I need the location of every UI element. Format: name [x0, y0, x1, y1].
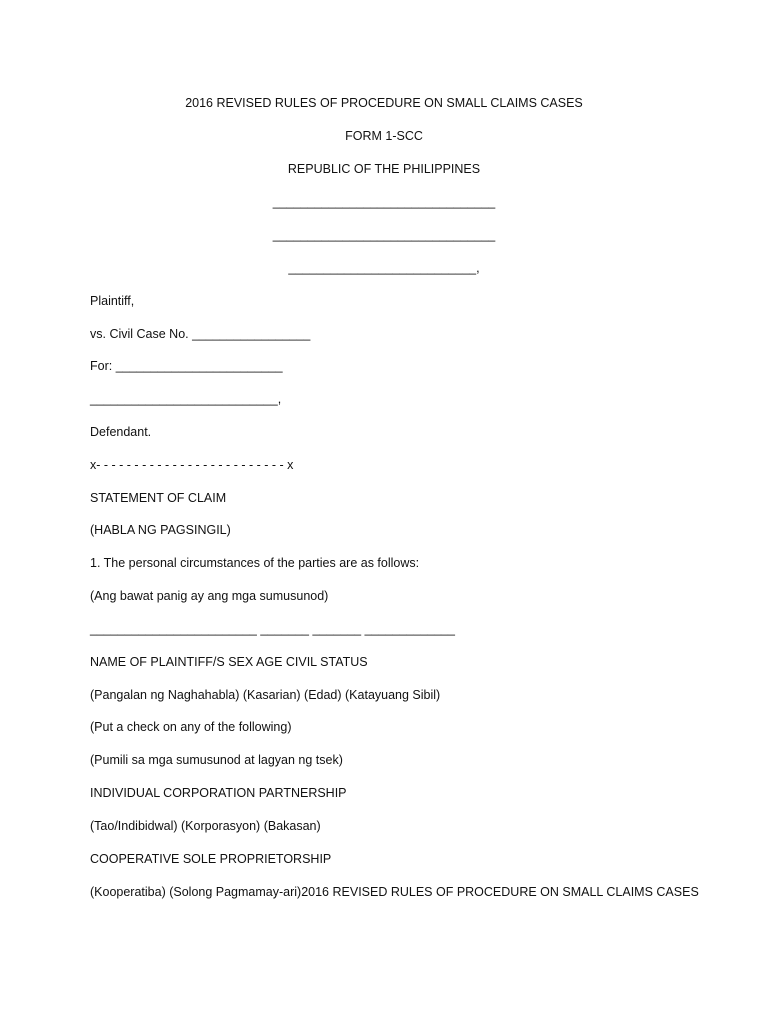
- civil-case-number-line: vs. Civil Case No. _________________: [90, 327, 311, 341]
- party-columns-heading: NAME OF PLAINTIFF/S SEX AGE CIVIL STATUS: [90, 655, 368, 669]
- court-blank-line-3: ___________________________,: [288, 261, 480, 275]
- item-1-tagalog: (Ang bawat panig ay ang mga sumusunod): [90, 589, 329, 603]
- for-line: For: ________________________: [90, 359, 283, 373]
- entity-options-2: COOPERATIVE SOLE PROPRIETORSHIP: [90, 852, 332, 866]
- caption-separator: x- - - - - - - - - - - - - - - - - - - - - - - - - x: [90, 458, 294, 472]
- entity-options-1: INDIVIDUAL CORPORATION PARTNERSHIP: [90, 786, 347, 800]
- entity-options-2-tagalog: (Kooperatiba) (Solong Pagmamay-ari)2016 REVISED RULES OF PROCEDURE ON SMALL CLAIMS CASES: [90, 885, 699, 899]
- check-instruction: (Put a check on any of the following): [90, 720, 292, 734]
- statement-heading: STATEMENT OF CLAIM: [90, 491, 227, 505]
- court-blank-line-1: ________________________________: [272, 195, 496, 209]
- form-number: FORM 1-SCC: [345, 129, 423, 143]
- party-columns-tagalog: (Pangalan ng Naghahabla) (Kasarian) (Edad) (Katayuang Sibil): [90, 688, 441, 702]
- statement-heading-tagalog: (HABLA NG PAGSINGIL): [90, 523, 231, 537]
- plaintiff-label: Plaintiff,: [90, 294, 135, 308]
- check-instruction-tagalog: (Pumili sa mga sumusunod at lagyan ng tsek): [90, 753, 343, 767]
- item-1-text: 1. The personal circumstances of the parties are as follows:: [90, 556, 420, 570]
- court-blank-line-2: ________________________________: [272, 228, 496, 242]
- defendant-blank-line: ___________________________,: [90, 392, 282, 406]
- defendant-label: Defendant.: [90, 425, 152, 439]
- republic-heading: REPUBLIC OF THE PHILIPPINES: [287, 162, 481, 176]
- entity-options-1-tagalog: (Tao/Indibidwal) (Korporasyon) (Bakasan): [90, 819, 321, 833]
- document-title: 2016 REVISED RULES OF PROCEDURE ON SMALL CLAIMS CASES: [185, 96, 583, 110]
- party-blanks-row: ________________________ _______ _______ _____________: [90, 622, 455, 636]
